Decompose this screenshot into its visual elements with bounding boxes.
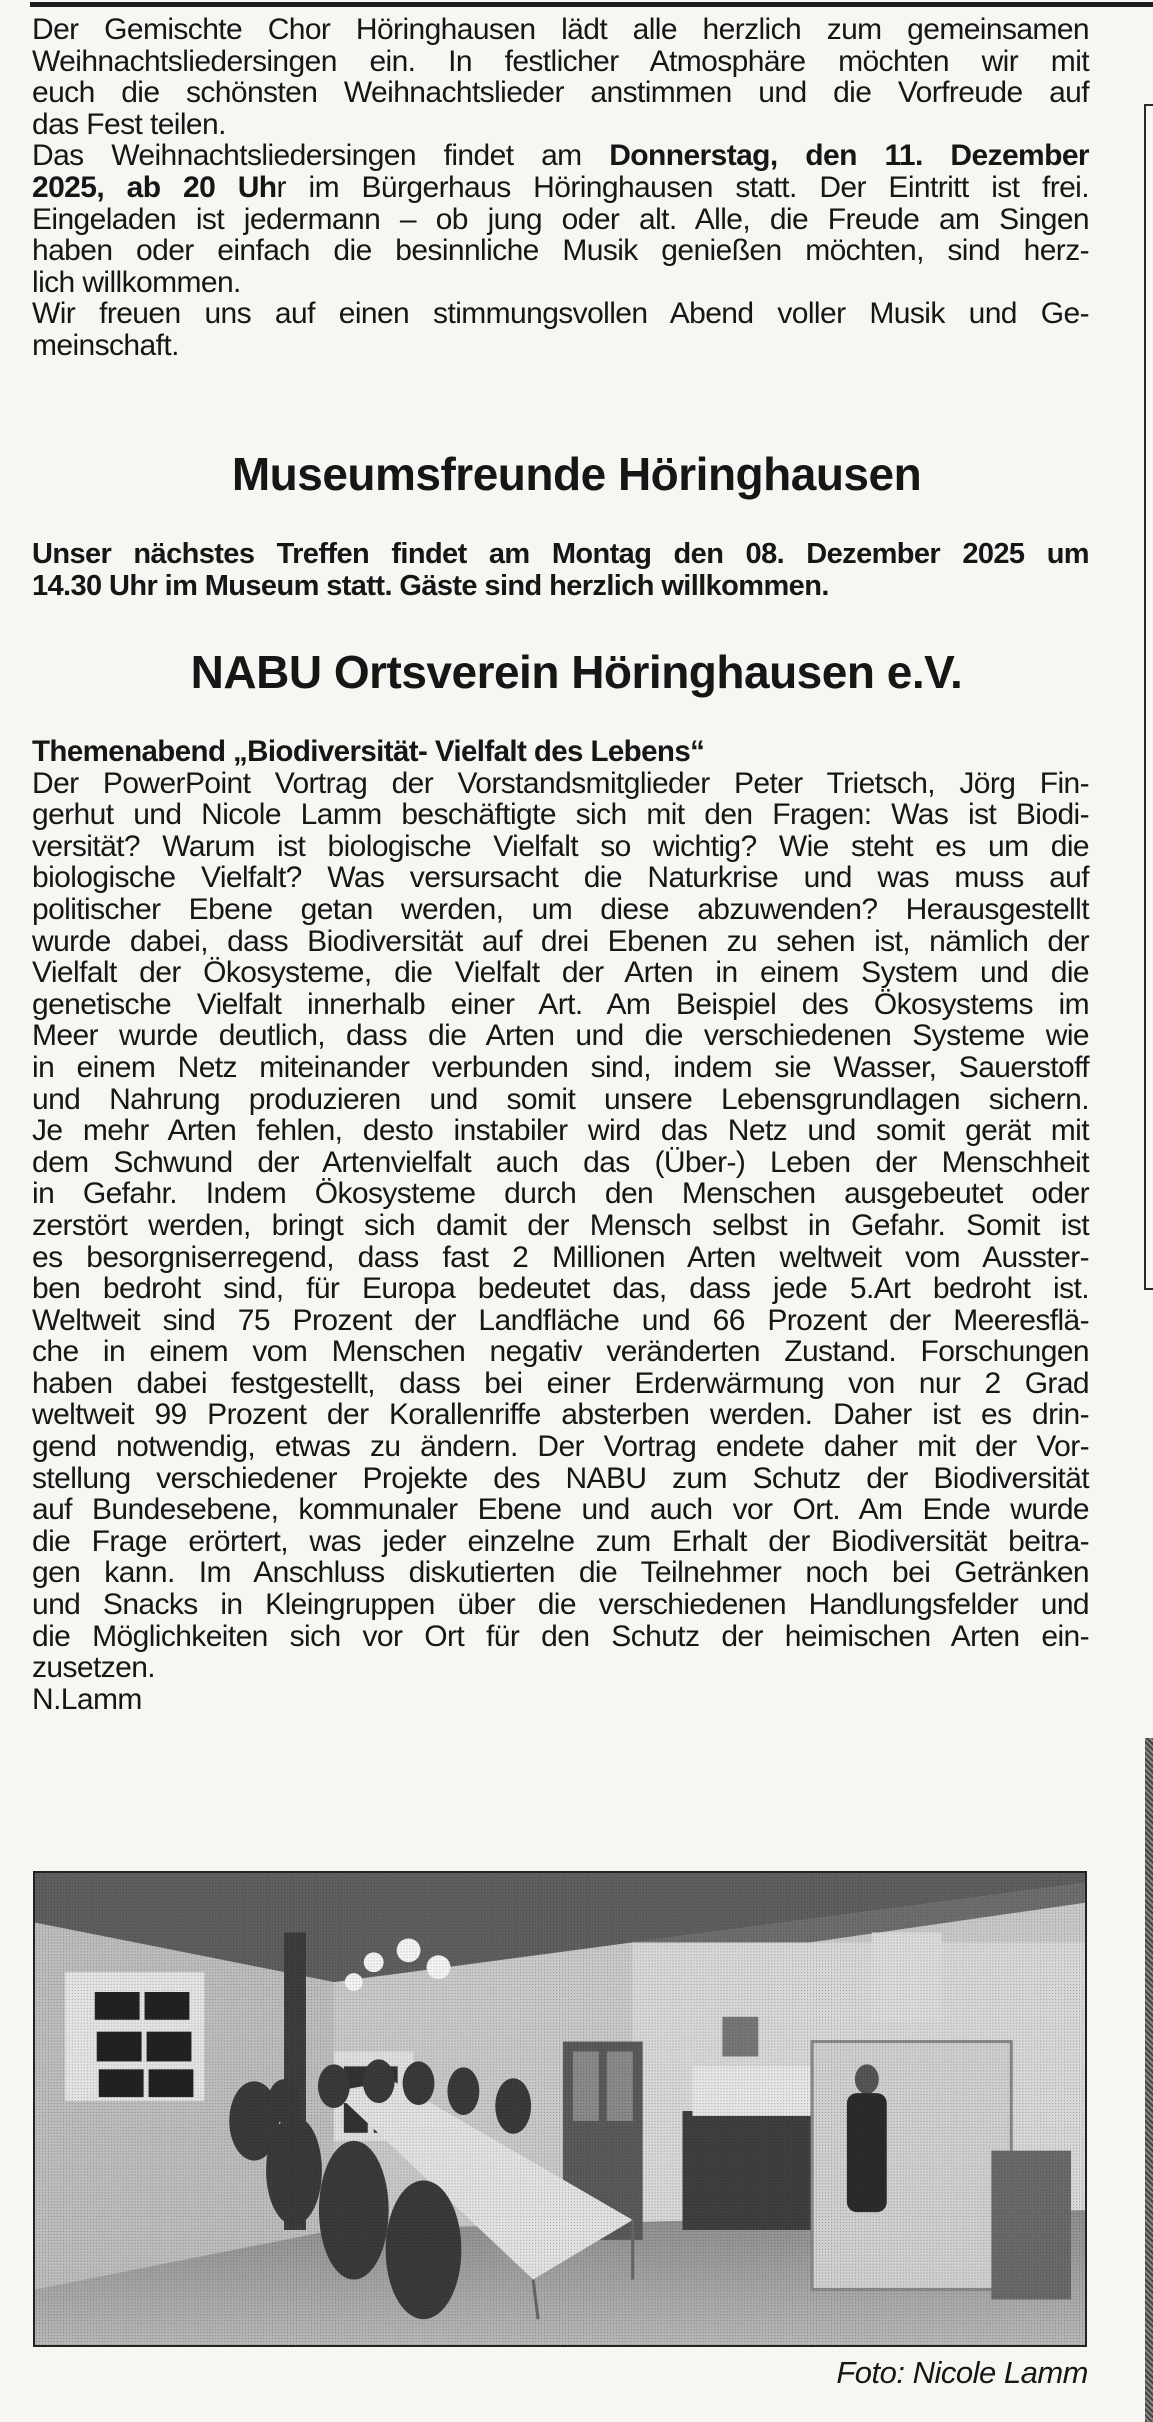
nabu-article-line: zusetzen. [32,1651,156,1685]
chor-article-line [32,109,1089,141]
body-text: haben oder einfach die besinnliche Musik genießen möchten, sind herz- [32,234,1089,268]
body-text: Der Gemischte Chor Höringhausen lädt alle herzlich zum gemeinsamen [32,13,1089,46]
nabu-article-line: wurde dabei, dass Biodiversität auf drei Ebenen zu sehen ist, nämlich der [32,924,1089,958]
nabu-article-line: genetische Vielfalt innerhalb einer Art. Am Beispiel des Ökosystems im [32,987,1089,1021]
nabu-article-line: und Nahrung produzieren und somit unsere Lebensgrundlagen sichern. [32,1082,1089,1116]
body-text: Eingeladen ist jedermann – ob jung oder alt. Alle, die Freude am Singen [32,202,1089,236]
chor-article-line [32,298,1089,330]
nabu-article-line: weltweit 99 Prozent der Korallenriffe absterben werden. Daher ist es drin- [32,1398,1089,1432]
nabu-article-line: Weltweit sind 75 Prozent der Landfläche und 66 Prozent der Meeresflä- [32,1303,1089,1337]
body-text: das Fest teilen. [32,107,226,141]
top-rule [30,2,1153,7]
chor-article-line [32,14,1089,46]
nabu-article-line: Meer wurde deutlich, dass die Arten und die verschiedenen Systeme wie [32,1019,1089,1053]
museum-heading: Museumsfreunde Höringhausen [231,448,922,500]
nabu-article-line: haben dabei festgestellt, dass bei einer Erderwärmung von nur 2 Grad [32,1366,1089,1400]
nabu-article-body [32,768,1089,1684]
nabu-article [32,736,1089,1715]
body-text: meinschaft. [32,328,179,362]
nabu-article-line: gend notwendig, etwas zu ändern. Der Vortrag endete daher mit der Vor- [32,1430,1089,1464]
chor-article-line [32,204,1089,236]
museum-notice-line: 14.30 Uhr im Museum statt. Gäste sind herzlich willkommen. [32,569,829,602]
nabu-article-line: Vielfalt der Ökosysteme, die Vielfalt der Arten in einem System und die [32,956,1089,990]
nabu-article-line: gen kann. Im Anschluss diskutierten die Teilnehmer noch bei Getränken [32,1556,1089,1590]
body-text: Das Weihnachtsliedersingen findet am [32,139,610,173]
nabu-author: N.Lamm [32,1682,142,1716]
nabu-article-line: biologische Vielfalt? Was versursacht die Naturkrise und was muss auf [32,861,1089,895]
photo-caption: Foto: Nicole Lamm [836,2355,1088,2390]
adjacent-column-hatched-bar [1145,1738,1153,2422]
nabu-article-line: zerstört werden, bringt sich damit der Mensch selbst in Gefahr. Somit ist [32,1208,1089,1242]
body-text: r im Bürgerhaus Höringhausen statt. Der Eintritt ist frei. [276,170,1089,204]
chor-article-line [32,77,1089,109]
nabu-article-line: politischer Ebene getan werden, um diese abzuwenden? Herausgestellt [32,892,1089,926]
nabu-article-line: Der PowerPoint Vortrag der Vorstandsmitglieder Peter Trietsch, Jörg Fin- [32,766,1089,800]
nabu-article-line: che in einem vom Menschen negativ veränderten Zustand. Forschungen [32,1335,1089,1369]
bold-date-text: 2025, ab 20 Uh [32,170,277,204]
nabu-article-line: die Frage erörtert, was jeder einzelne zum Erhalt der Biodiversität beitra- [32,1524,1089,1558]
event-photo [33,1871,1087,2347]
chor-article-line [32,140,1089,172]
body-text: euch die schönsten Weihnachtslieder anstimmen und die Vorfreude auf [32,76,1089,110]
chor-article-body [32,14,1089,362]
chor-article-line [32,330,1089,362]
nabu-article-line: und Snacks in Kleingruppen über die verschiedenen Handlungsfelder und [32,1588,1089,1622]
chor-article [32,14,1089,362]
museum-notice [32,539,1089,602]
chor-article-line [32,172,1089,204]
chor-article-line [32,46,1089,78]
nabu-article-line: ben bedroht sind, für Europa bedeutet das, dass jede 5.Art bedroht ist. [32,1272,1089,1306]
nabu-article-line: die Möglichkeiten sich vor Ort für den Schutz der heimischen Arten ein- [32,1619,1089,1653]
nabu-subheading: Themenabend „Biodiversität- Vielfalt des Lebens“ [32,735,705,768]
museum-notice-line: Unser nächstes Treffen findet am Montag den 08. Dezember 2025 um [32,538,1089,570]
body-text: Wir freuen uns auf einen stimmungsvollen Abend voller Musik und Ge- [32,297,1089,331]
nabu-article-line: in Gefahr. Indem Ökosysteme durch den Menschen ausgebeutet oder [32,1177,1089,1211]
bold-date-text: Donnerstag, den 11. Dezember [609,139,1089,173]
nabu-article-line: Je mehr Arten fehlen, desto instabiler wird das Netz und somit gerät mit [32,1114,1089,1148]
nabu-article-line: auf Bundesebene, kommunaler Ebene und auch vor Ort. Am Ende wurde [32,1493,1089,1527]
nabu-article-line: versität? Warum ist biologische Vielfalt so wichtig? Wie steht es um die [32,829,1089,863]
nabu-article-line: in einem Netz miteinander verbunden sind, indem sie Wasser, Sauerstoff [32,1050,1089,1084]
nabu-heading: NABU Ortsverein Höringhausen e.V. [190,646,963,698]
event-photo-image [35,1873,1085,2345]
chor-article-line [32,235,1089,267]
nabu-article-line: dem Schwund der Artenvielfalt auch das (Über-) Leben der Menschheit [32,1145,1089,1179]
nabu-article-line: gerhut und Nicole Lamm beschäftigte sich mit den Fragen: Was ist Biodi- [32,798,1089,832]
body-text: lich willkommen. [32,265,241,299]
nabu-article-line: es besorgniserregend, dass fast 2 Millionen Arten weltweit vom Ausster- [32,1240,1089,1274]
chor-article-line [32,267,1089,299]
body-text: Weihnachtsliedersingen ein. In festlicher Atmosphäre möchten wir mit [32,44,1089,78]
nabu-article-line: stellung verschiedener Projekte des NABU zum Schutz der Biodiversität [32,1461,1089,1495]
